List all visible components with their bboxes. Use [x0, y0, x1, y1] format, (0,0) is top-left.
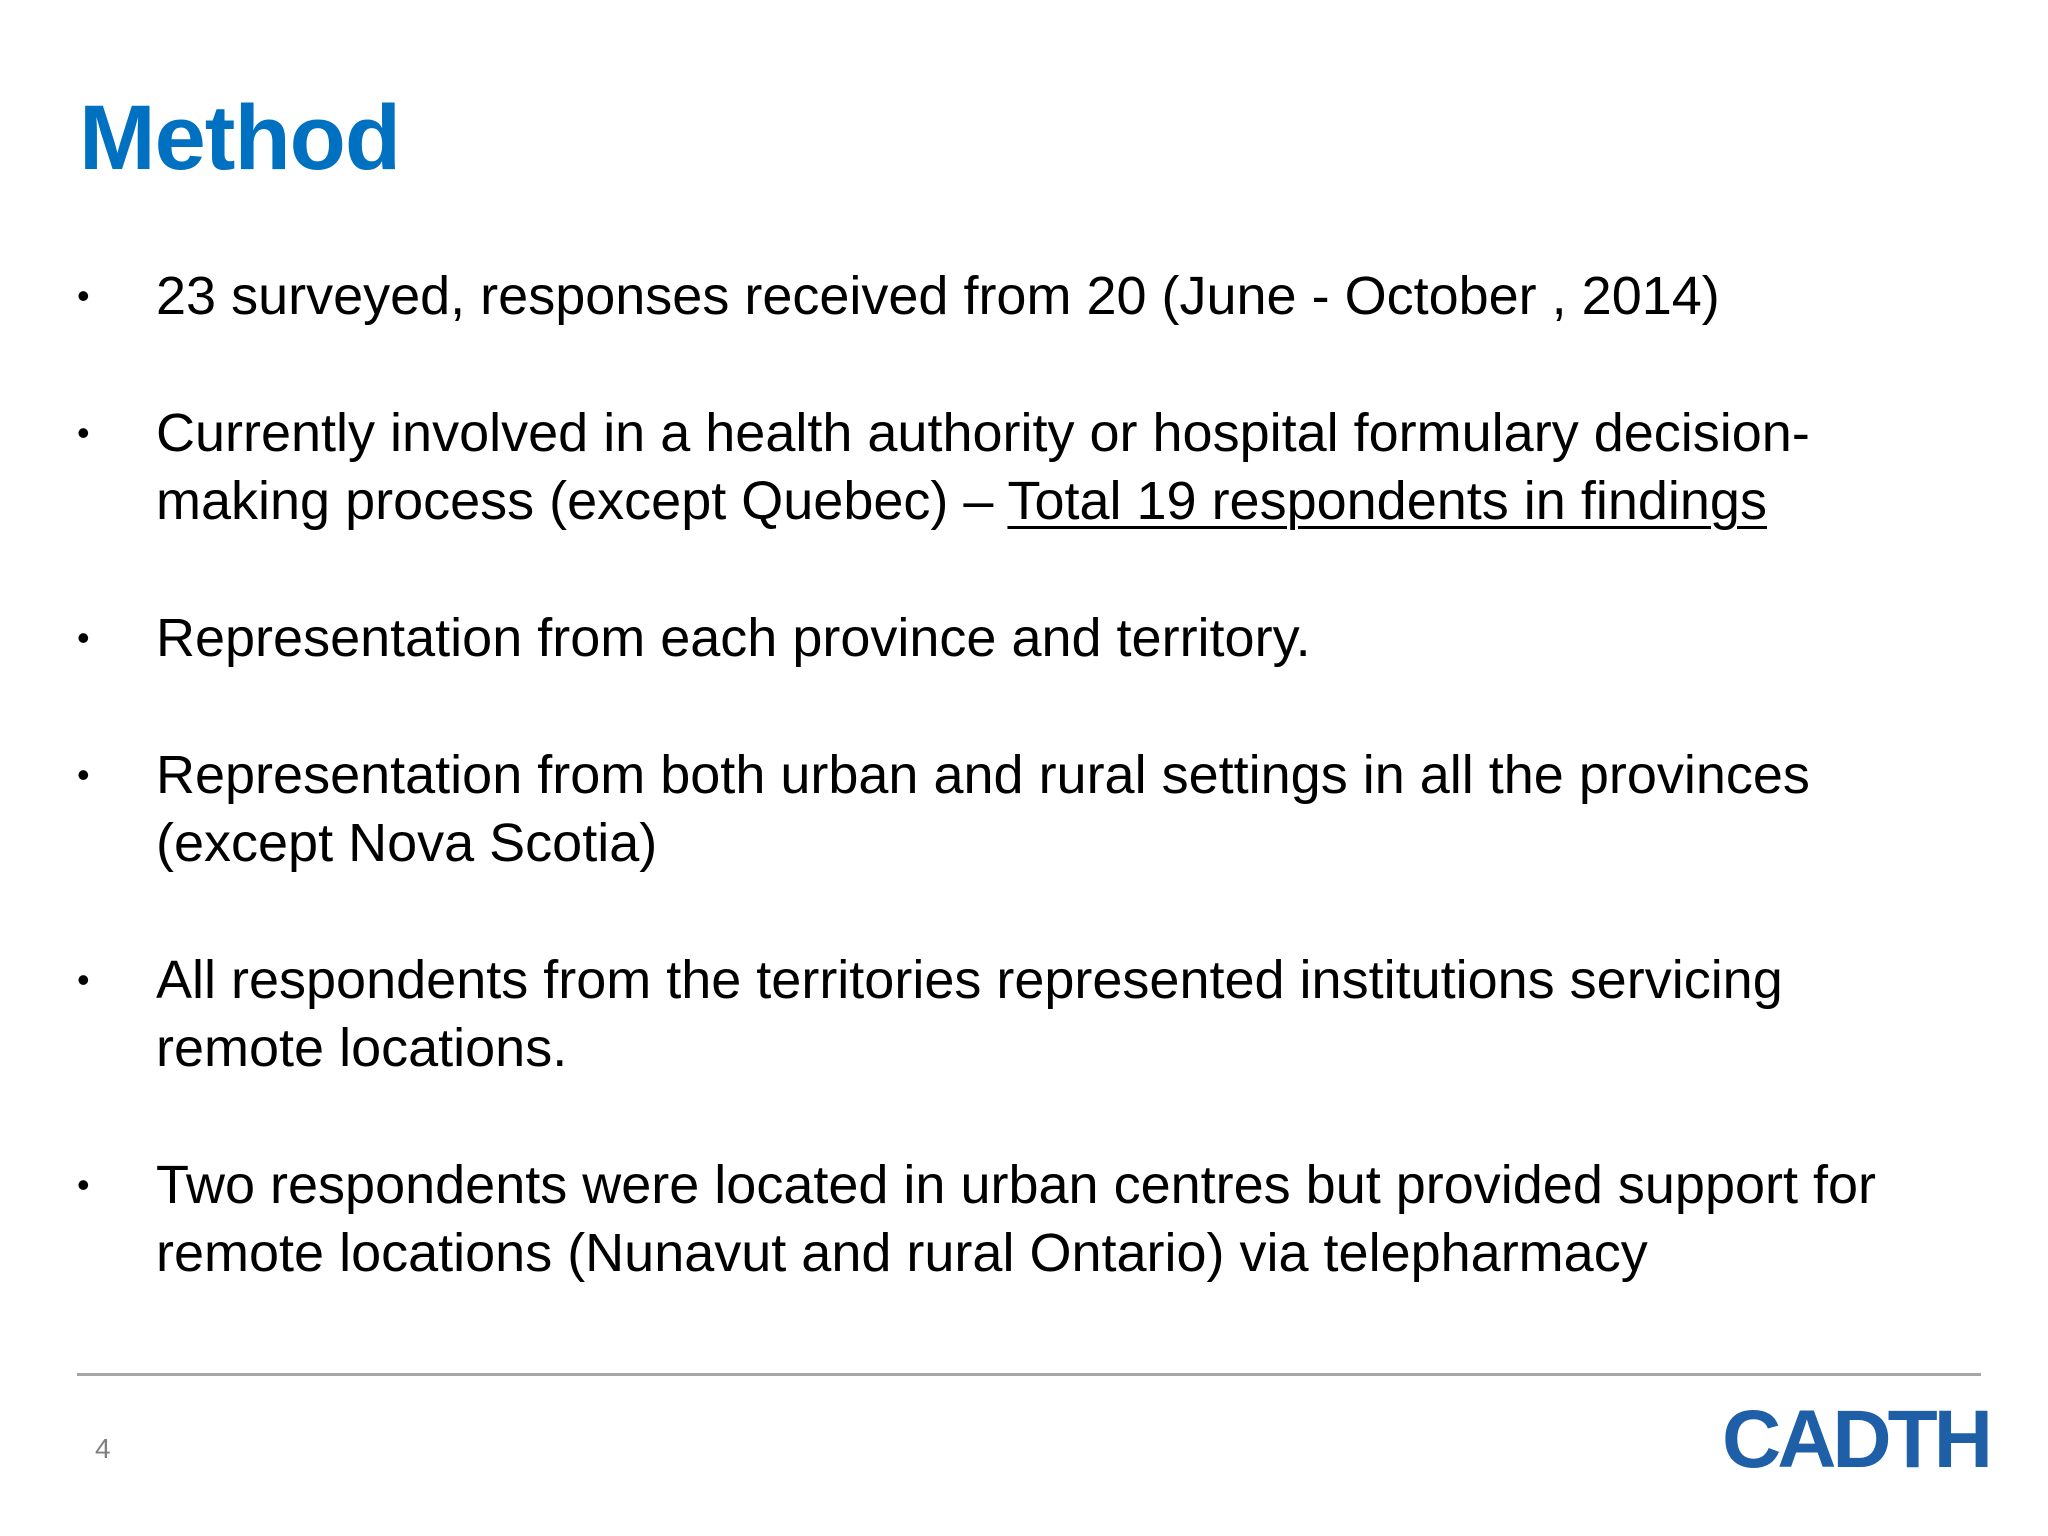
bullet-text — [156, 1151, 2016, 1287]
page-number: 4 — [95, 1433, 111, 1464]
bullet-line: 23 surveyed, responses received from 20 (June - October , 2014) — [156, 266, 1720, 326]
bullet-marker: • — [77, 1164, 90, 1205]
bullet-line: Two respondents were located in urban centres but provided support for — [156, 1155, 1877, 1215]
bullet-marker: • — [77, 275, 90, 316]
bullet-text — [156, 946, 2016, 1082]
slide-title: Method — [79, 87, 401, 189]
bullet-line: Currently involved in a health authority or hospital formulary decision- — [156, 403, 1810, 463]
bullet-line: remote locations. — [156, 1018, 568, 1078]
bullet-text — [156, 399, 2016, 535]
cadth-logo: CADTH — [1722, 1394, 1989, 1485]
bullet-line: All respondents from the territories represented institutions servicing — [156, 950, 1783, 1010]
bullet-text — [156, 262, 2016, 330]
bullet-text — [156, 741, 2016, 877]
footer-divider — [77, 1373, 1981, 1376]
bullet-marker: • — [77, 412, 90, 453]
bullet-marker: • — [77, 754, 90, 795]
bullet-marker: • — [77, 959, 90, 1000]
bullet-line-prefix: making process (except Quebec) – — [156, 471, 1008, 531]
bullet-line: remote locations (Nunavut and rural Ontario) via telepharmacy — [156, 1223, 1648, 1283]
bullet-line: Representation from each province and territory. — [156, 608, 1311, 668]
bullet-line: Representation from both urban and rural settings in all the provinces — [156, 745, 1810, 805]
bullet-line: (except Nova Scotia) — [156, 813, 658, 873]
bullet-line — [156, 467, 2016, 535]
respondents-total-link: Total 19 respondents in findings — [1007, 471, 1767, 531]
bullet-marker: • — [77, 617, 90, 658]
bullet-text — [156, 604, 2016, 672]
